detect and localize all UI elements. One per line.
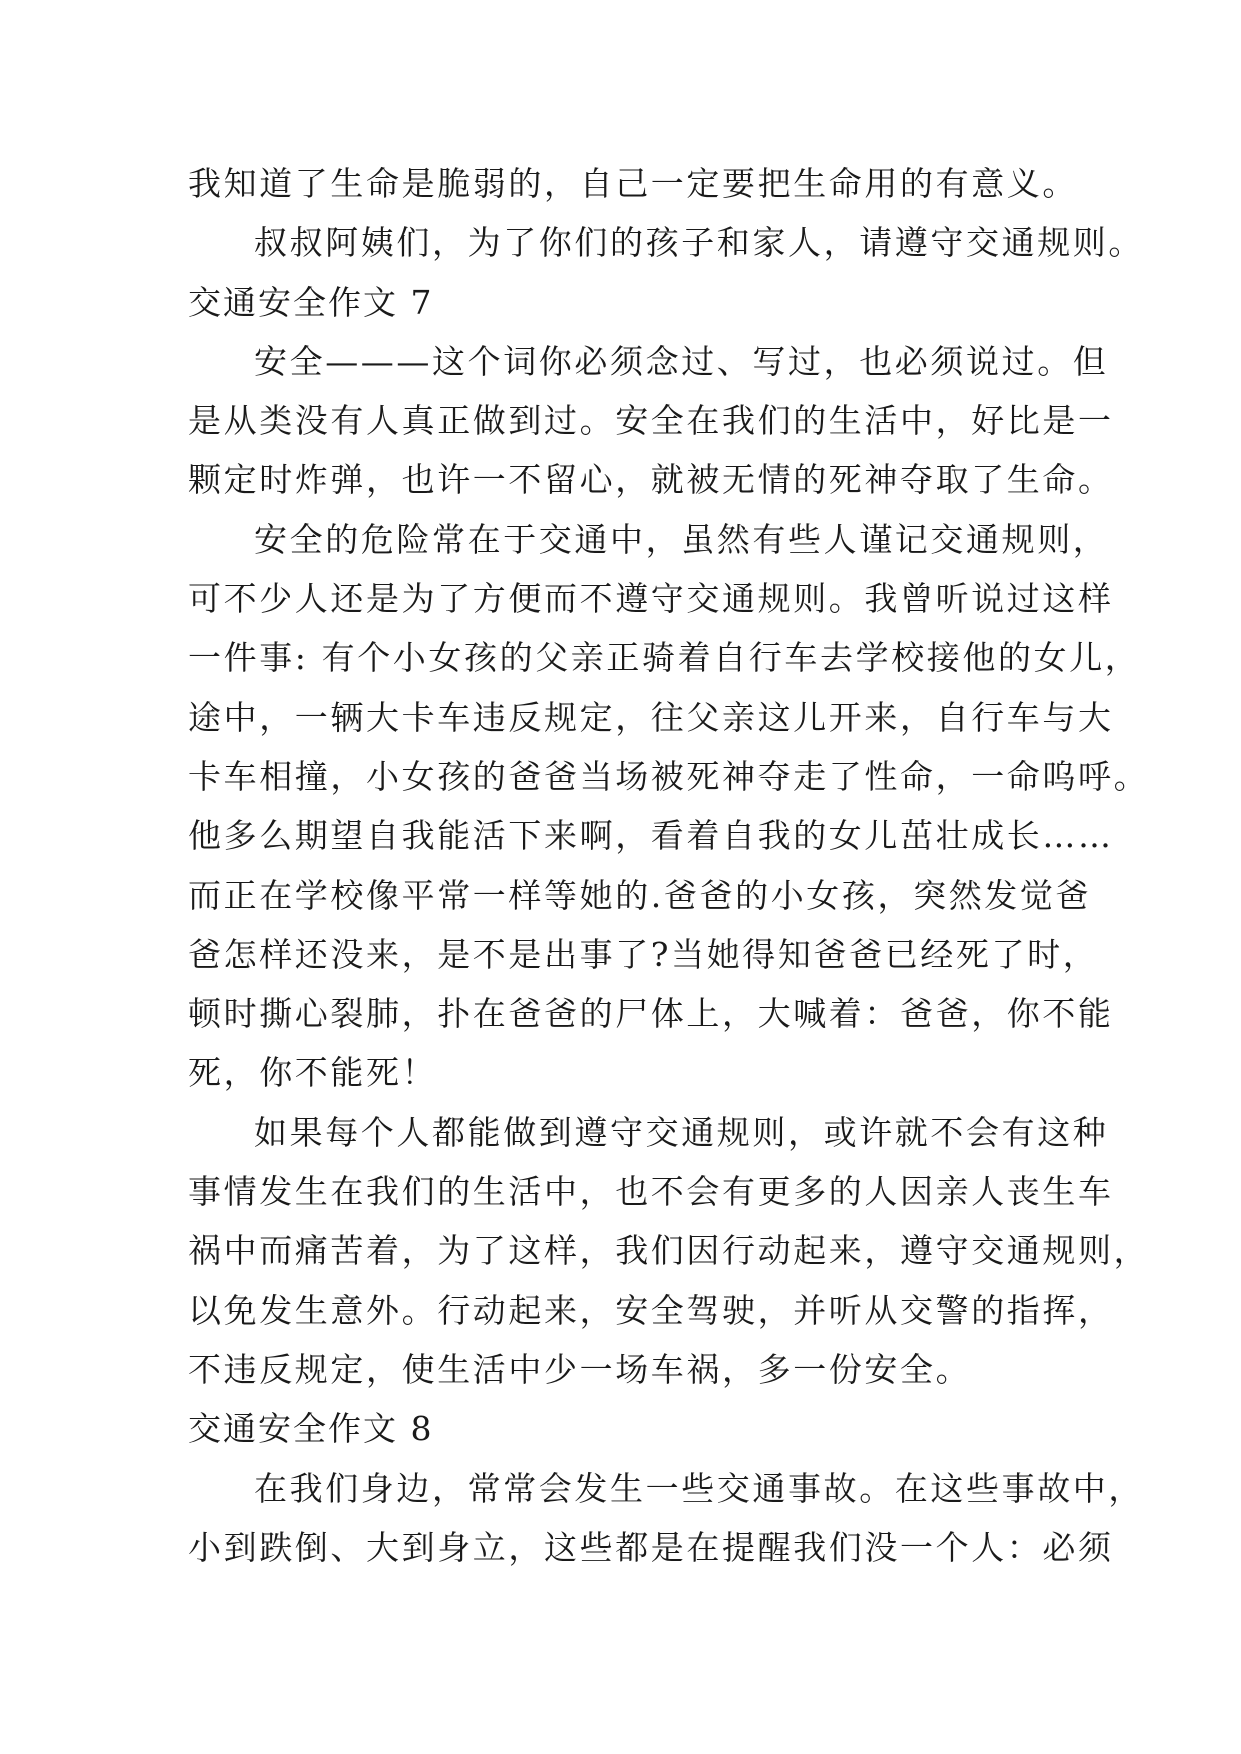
section-heading: 交通安全作文 8 xyxy=(188,1409,434,1449)
paragraph-line: 他多么期望自我能活下来啊，看着自我的女儿茁壮成长…… xyxy=(188,816,1114,856)
paragraph-line: 事情发生在我们的生活中，也不会有更多的人因亲人丧生车 xyxy=(188,1172,1114,1212)
paragraph-line: 爸怎样还没来，是不是出事了?当她得知爸爸已经死了时， xyxy=(188,934,1099,974)
paragraph-line: 一件事: 有个小女孩的父亲正骑着自行车去学校接他的女儿， xyxy=(188,638,1141,678)
paragraph-line: 卡车相撞，小女孩的爸爸当场被死神夺走了性命，一命呜呼。 xyxy=(188,756,1150,796)
paragraph-line: 死，你不能死！ xyxy=(188,1053,438,1093)
paragraph-line: 可不少人还是为了方便而不遵守交通规则。我曾听说过这样 xyxy=(188,579,1114,619)
paragraph-line: 安全———这个词你必须念过、写过，也必须说过。但 xyxy=(254,341,1109,381)
paragraph-line: 安全的危险常在于交通中，虽然有些人谨记交通规则， xyxy=(254,519,1109,559)
paragraph-line: 在我们身边，常常会发生一些交通事故。在这些事故中， xyxy=(254,1468,1144,1508)
paragraph-line: 以免发生意外。行动起来，安全驾驶，并听从交警的指挥， xyxy=(188,1290,1114,1330)
paragraph-line: 不违反规定，使生活中少一场车祸，多一份安全。 xyxy=(188,1349,972,1389)
paragraph-line: 颗定时炸弹，也许一不留心，就被无情的死神夺取了生命。 xyxy=(188,460,1114,500)
paragraph-line: 祸中而痛苦着，为了这样，我们因行动起来，遵守交通规则， xyxy=(188,1231,1150,1271)
paragraph-line: 是从类没有人真正做到过。安全在我们的生活中，好比是一 xyxy=(188,401,1114,441)
paragraph-line: 顿时撕心裂肺，扑在爸爸的尸体上，大喊着：爸爸，你不能 xyxy=(188,994,1114,1034)
paragraph-line: 叔叔阿姨们，为了你们的孩子和家人，请遵守交通规则。 xyxy=(254,223,1144,263)
paragraph-line: 途中，一辆大卡车违反规定，往父亲这儿开来，自行车与大 xyxy=(188,697,1114,737)
paragraph-line: 而正在学校像平常一样等她的.爸爸的小女孩，突然发觉爸 xyxy=(188,875,1092,915)
essay-text xyxy=(188,154,1150,1577)
section-heading: 交通安全作文 7 xyxy=(188,282,434,322)
paragraph-line: 如果每个人都能做到遵守交通规则，或许就不会有这种 xyxy=(254,1112,1109,1152)
paragraph-line: 小到跌倒、大到身立，这些都是在提醒我们没一个人：必须 xyxy=(188,1527,1114,1567)
paragraph-line: 我知道了生命是脆弱的，自己一定要把生命用的有意义。 xyxy=(188,164,1078,203)
